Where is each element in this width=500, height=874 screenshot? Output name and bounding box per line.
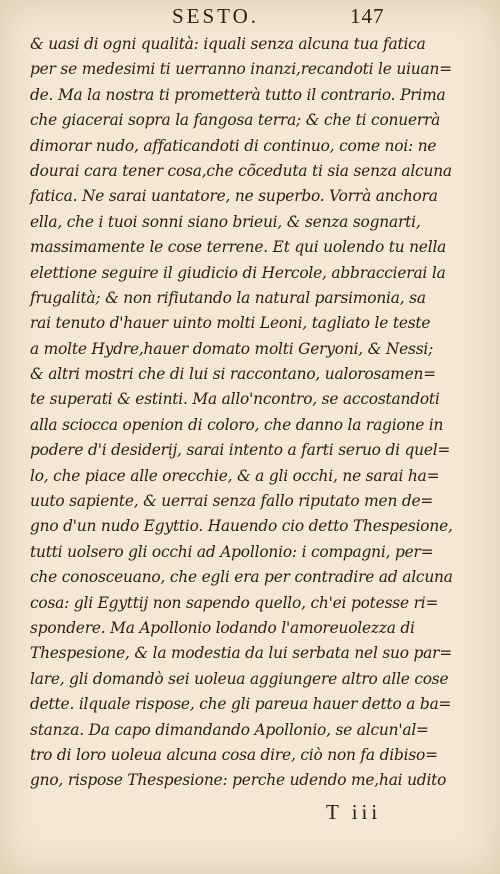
- text-line: lare, gli domandò sei uoleua aggiungere altro alle cose: [30, 669, 449, 688]
- text-line: podere d'i desiderij, sarai intento a farti seruo di quel=: [30, 441, 451, 460]
- text-line: tro di loro uoleua alcuna cosa dire, ciò non fa dibiso=: [30, 745, 438, 764]
- text-line: lo, che piace alle orecchie, & a gli occhi, ne sarai ha=: [30, 466, 440, 485]
- text-line: Thespesione, & la modestia da lui serbata nel suo par=: [30, 644, 453, 663]
- text-line: dourai cara tener cosa,che cõceduta ti sia senza alcuna: [30, 161, 452, 180]
- text-line: fatica. Ne sarai uantatore, ne superbo. Vorrà anchora: [30, 187, 438, 206]
- text-line: elettione seguire il giudicio di Hercole, abbraccierai la: [30, 263, 446, 282]
- text-line: stanza. Da capo dimandando Apollonio, se alcun'al=: [30, 720, 429, 739]
- text-line: rai tenuto d'hauer uinto molti Leoni, tagliato le teste: [30, 314, 431, 333]
- text-line: ella, che i tuoi sonni siano brieui, & senza sognarti,: [30, 212, 421, 231]
- text-line: uuto sapiente, & uerrai senza fallo riputato men de=: [30, 492, 434, 511]
- text-line: dimorar nudo, affaticandoti di continuo, come noi: ne: [30, 136, 437, 155]
- text-line: dette. ilquale rispose, che gli pareua hauer detto a ba=: [30, 695, 452, 714]
- text-line: gno d'un nudo Egyttio. Hauendo cio detto Thespesione,: [30, 517, 453, 536]
- body-text: [30, 32, 490, 794]
- text-line: alla sciocca openion di coloro, che danno la ragione in: [30, 415, 444, 434]
- running-head-title: SESTO.: [172, 4, 260, 28]
- text-line: & uasi di ogni qualità: iquali senza alcuna tua fatica: [30, 35, 426, 53]
- text-line: a molte Hydre,hauer domato molti Geryoni, & Nessi;: [30, 339, 434, 358]
- text-line: per se medesimi ti uerranno inanzi,recandoti le uiuan=: [30, 60, 452, 79]
- page-number: 147: [350, 4, 385, 28]
- text-line: cosa: gli Egyttij non sapendo quello, ch'ei potesse ri=: [30, 593, 439, 612]
- text-line: tutti uolsero gli occhi ad Apollonio: i compagni, per=: [30, 542, 434, 561]
- text-line: spondere. Ma Apollonio lodando l'amoreuolezza di: [30, 618, 415, 637]
- text-line: & altri mostri che di lui si raccontano, ualorosamen=: [30, 365, 436, 384]
- text-line: massimamente le cose terrene. Et qui uolendo tu nella: [30, 238, 447, 257]
- signature-mark: T iii: [326, 800, 382, 824]
- text-line: te superati & estinti. Ma allo'ncontro, se accostandoti: [30, 390, 440, 409]
- text-line: che giacerai sopra la fangosa terra; & che ti conuerrà: [30, 111, 441, 130]
- running-head: [0, 4, 500, 34]
- text-line: gno, rispose Thespesione: perche udendo me,hai udito: [30, 771, 447, 790]
- text-line: de. Ma la nostra ti prometterà tutto il contrario. Prima: [30, 85, 446, 104]
- text-line: frugalità; & non rifiutando la natural parsimonia, sa: [30, 288, 426, 307]
- text-line: che conosceuano, che egli era per contradire ad alcuna: [30, 568, 453, 587]
